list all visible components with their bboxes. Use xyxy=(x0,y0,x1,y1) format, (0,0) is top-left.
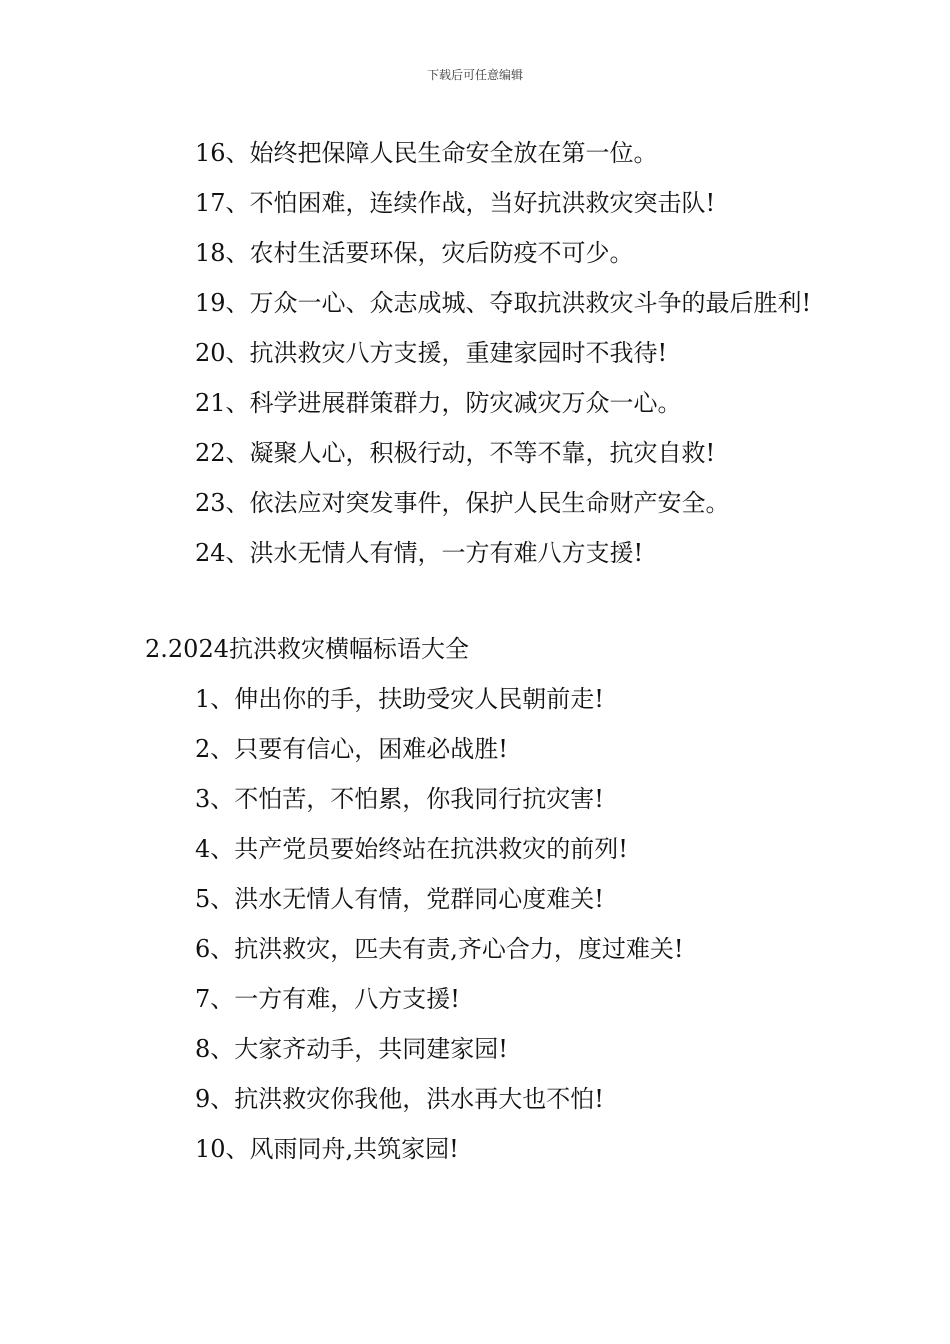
banner-item: 1、伸出你的手，扶助受灾人民朝前走! xyxy=(195,685,604,713)
slogan-item: 22、凝聚人心，积极行动，不等不靠，抗灾自救! xyxy=(195,439,716,467)
banner-item: 10、风雨同舟,共筑家园! xyxy=(195,1135,459,1163)
banner-item: 3、不怕苦，不怕累，你我同行抗灾害! xyxy=(195,785,604,813)
slogan-item: 16、始终把保障人民生命安全放在第一位。 xyxy=(195,139,658,167)
slogan-item: 24、洪水无情人有情，一方有难八方支援! xyxy=(195,539,644,567)
banner-item: 6、抗洪救灾，匹夫有责,齐心合力，度过难关! xyxy=(195,935,684,963)
section-gap xyxy=(145,578,815,624)
slogan-item: 23、依法应对突发事件，保护人民生命财产安全。 xyxy=(195,489,730,517)
slogan-item: 20、抗洪救灾八方支援，重建家园时不我待! xyxy=(195,339,668,367)
slogan-item: 19、万众一心、众志成城、夺取抗洪救灾斗争的最后胜利! xyxy=(195,289,812,317)
banner-item: 9、抗洪救灾你我他，洪水再大也不怕! xyxy=(195,1085,604,1113)
banner-item: 2、只要有信心，困难必战胜! xyxy=(195,735,508,763)
document-body xyxy=(145,128,815,1174)
section-heading: 2.2024抗洪救灾横幅标语大全 xyxy=(145,635,469,663)
banner-item: 7、一方有难，八方支援! xyxy=(195,985,460,1013)
slogan-item: 21、科学进展群策群力，防灾减灾万众一心。 xyxy=(195,389,682,417)
banner-item: 8、大家齐动手，共同建家园! xyxy=(195,1035,508,1063)
slogan-item: 18、农村生活要环保，灾后防疫不可少。 xyxy=(195,239,634,267)
banner-item: 5、洪水无情人有情，党群同心度难关! xyxy=(195,885,604,913)
page-header-note: 下载后可任意编辑 xyxy=(426,68,523,82)
banner-item: 4、共产党员要始终站在抗洪救灾的前列! xyxy=(195,835,628,863)
slogan-item: 17、不怕困难，连续作战，当好抗洪救灾突击队! xyxy=(195,189,716,217)
